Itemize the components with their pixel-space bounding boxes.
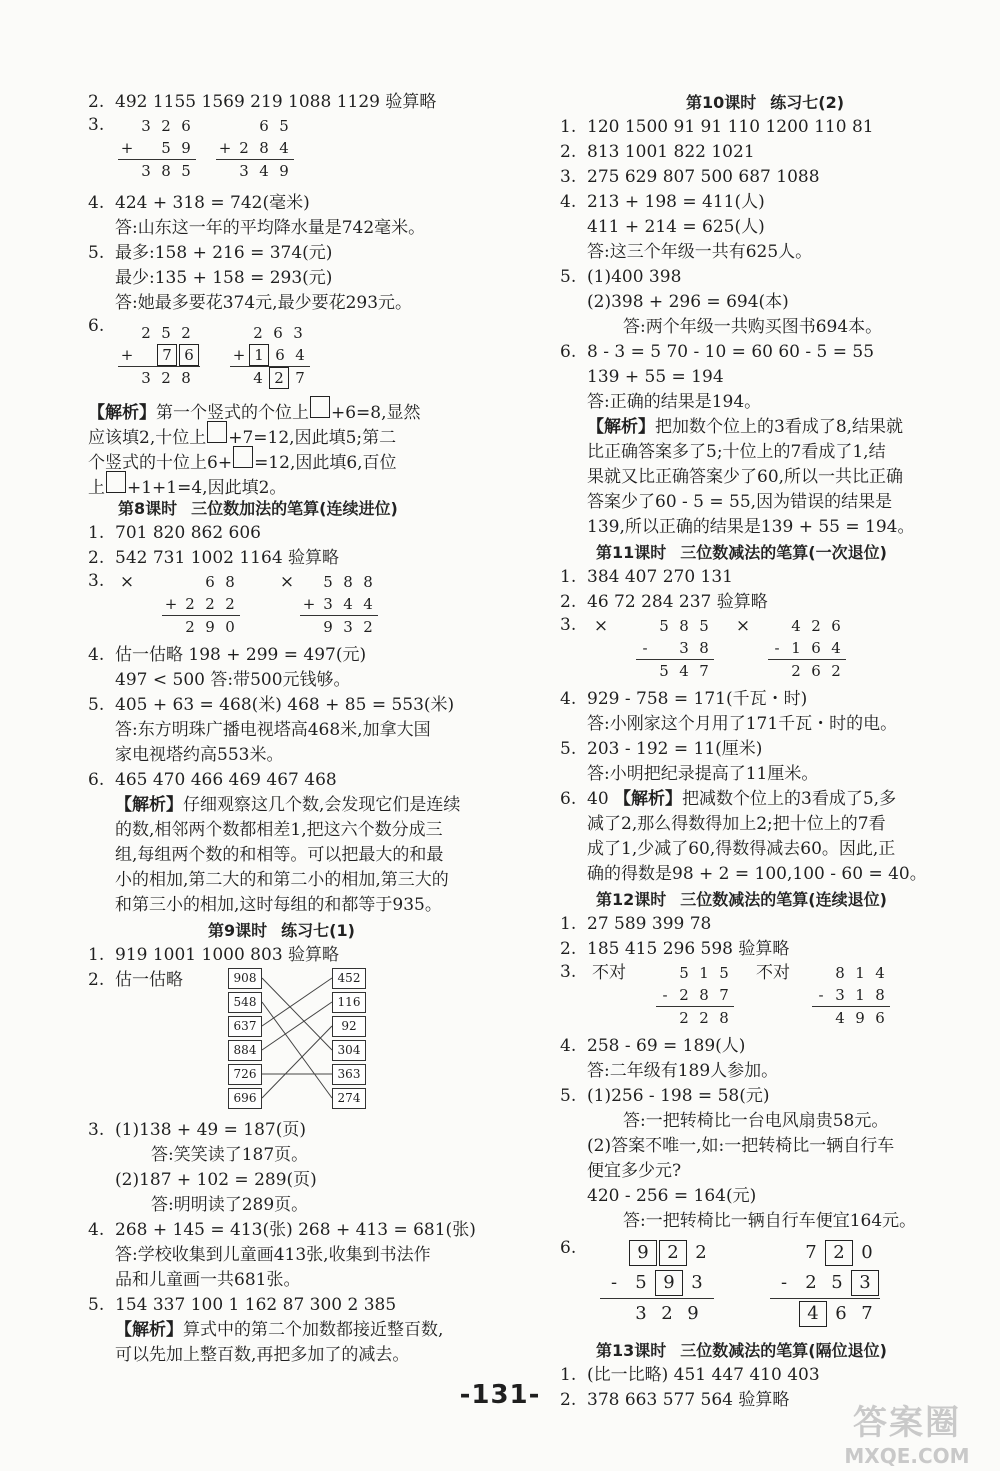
analysis-line: 组,每组两个数的和相等。可以把最大的和最 [115, 845, 444, 865]
calc-digit: 7 [805, 1242, 817, 1263]
calc-row [300, 593, 378, 615]
lesson-heading: 第11课时 三位数减法的笔算(一次退位) [596, 543, 887, 562]
answer-line: 答:东方明珠广播电视塔高468米,加拿大国 [115, 720, 431, 740]
match-right-box: 363 [332, 1064, 366, 1085]
calc-digit: 5 [161, 324, 171, 342]
answer-line: 3. 275 629 807 500 687 1088 [560, 167, 820, 187]
calc-result-row [216, 159, 294, 182]
calc-digit: 5 [659, 662, 669, 680]
calc-digit: 5 [161, 139, 171, 157]
calc-digit: 3 [293, 324, 303, 342]
answer-line: 答:山东这一年的平均降水量是742毫米。 [115, 218, 426, 238]
calc-digit: 0 [861, 1242, 873, 1263]
calc-digit: 2 [185, 595, 195, 613]
answer-line: 6. 8 - 3 = 5 70 - 10 = 60 60 - 5 = 55 [560, 342, 875, 362]
calc-digit: 3 [343, 618, 353, 636]
answer-line: 1. (比一比略) 451 447 410 403 [560, 1365, 820, 1385]
calc-row [770, 1268, 880, 1298]
calc-result-row [812, 1006, 890, 1029]
blank-box [106, 471, 126, 493]
calc-digit: 9 [855, 1009, 865, 1027]
calc-digit: 5 [659, 617, 669, 635]
calc-digit: 6 [205, 573, 215, 591]
calc-result-row [600, 1298, 714, 1329]
analysis-line: 小的相加,第二大的和第二小的相加,第三大的 [115, 870, 449, 890]
answer-line: 2. 813 1001 822 1021 [560, 142, 755, 162]
calc-row [656, 984, 734, 1006]
calc-result-row [230, 366, 310, 389]
calc-row [768, 615, 846, 637]
calc-digit: 6 [811, 662, 821, 680]
answer-line: 4. 估一估略 198 + 299 = 497(元) [88, 645, 367, 665]
calc-digit: 5 [323, 573, 333, 591]
calc-digit: 4 [279, 139, 289, 157]
answer-line: 4. 929 - 758 = 171(千瓦・时) [560, 689, 808, 709]
lesson-heading: 第13课时 三位数减法的笔算(隔位退位) [596, 1341, 887, 1360]
calc-digit: 4 [259, 162, 269, 180]
calc-digit: 6 [273, 324, 283, 342]
calc-digit: 5 [699, 617, 709, 635]
vertical-calc-group: 6. 9 2 2 - 5 9 3 3 2 9 7 2 0 - 2 5 3 4 6 7 [560, 1234, 970, 1338]
calc-digit: 7 [699, 662, 709, 680]
match-right-box: 452 [332, 968, 366, 989]
calc-operator: + [232, 346, 246, 364]
calc-digit: 0 [225, 618, 235, 636]
calc-row [636, 637, 714, 659]
answer-line: (2)398 + 296 = 694(本) [587, 292, 789, 312]
analysis-line: 【解析】第一个竖式的个位上 +6=8,显然 [88, 396, 488, 421]
calc-digit: 4 [831, 639, 841, 657]
calc-digit: 2 [661, 1303, 673, 1324]
calc-digit: 5 [719, 964, 729, 982]
answer-line: 1. 384 407 270 131 [560, 567, 734, 587]
calc-digit: 1 [791, 639, 801, 657]
vertical-calc [770, 1238, 880, 1329]
analysis-line: 果就又比正确答案少了60,所以一共比正确 [587, 467, 904, 487]
wrong-mark: × [593, 616, 609, 636]
lesson-heading: 第10课时 练习七(2) [685, 93, 845, 112]
calc-row [770, 1238, 880, 1268]
calc-digit: 8 [343, 573, 353, 591]
calc-digit: 2 [805, 1272, 817, 1293]
calc-digit: 5 [279, 117, 289, 135]
match-line [262, 978, 332, 1050]
calc-digit: 1 [855, 964, 865, 982]
calc-row [118, 344, 200, 366]
calc-digit: 2 [695, 1242, 707, 1263]
answer-line: 答:正确的结果是194。 [587, 392, 762, 412]
analysis-line: 139,所以正确的结果是139 + 55 = 194。 [587, 517, 915, 537]
calc-digit: 9 [205, 618, 215, 636]
answer-line: 497 < 500 答:带500元钱够。 [115, 670, 351, 690]
calc-boxed-digit: 9 [655, 1270, 683, 1296]
calc-digit: 6 [875, 1009, 885, 1027]
answer-line: 答:这三个年级一共有625人。 [587, 242, 813, 262]
answer-line: 5. 405 + 63 = 468(米) 468 + 85 = 553(米) [88, 695, 455, 715]
answer-line: 答:小刚家这个月用了171千瓦・时的电。 [587, 714, 898, 734]
answer-line: 5. 203 - 192 = 11(厘米) [560, 739, 763, 759]
calc-digit: 4 [791, 617, 801, 635]
analysis-line: 【解析】仔细观察这几个数,会发现它们是连续 [115, 795, 461, 815]
watermark-url: MXQE.COM [844, 1444, 970, 1468]
answer-line: 1. 120 1500 91 91 110 1200 110 81 [560, 117, 874, 137]
calc-operator: + [120, 139, 134, 157]
match-left-box: 637 [228, 1016, 262, 1037]
answer-line: 答:学校收集到儿童画413张,收集到书法作 [115, 1245, 431, 1265]
calc-row [230, 322, 310, 344]
calc-digit: 2 [363, 618, 373, 636]
wrong-label: 不对 [756, 963, 790, 983]
calc-digit: 6 [811, 639, 821, 657]
lesson-heading: 第9课时 练习七(1) [208, 921, 355, 940]
calc-row [162, 593, 240, 615]
vertical-calc [300, 571, 378, 638]
calc-result-row [768, 659, 846, 682]
answer-line: 4. 268 + 145 = 413(张) 268 + 413 = 681(张) [88, 1220, 476, 1240]
calc-operator: - [642, 639, 648, 657]
calc-boxed-digit: 3 [851, 1270, 879, 1296]
calc-digit: 6 [835, 1303, 847, 1324]
calc-operator: - [774, 639, 780, 657]
calc-digit: 3 [239, 162, 249, 180]
answer-line: 420 - 256 = 164(元) [587, 1186, 757, 1206]
answer-line: 2. 492 1155 1569 219 1088 1129 验算略 [88, 92, 437, 112]
calc-row [300, 571, 378, 593]
analysis-line: 比正确答案多了5;十位上的7看成了1,结 [587, 442, 886, 462]
answer-line: 答:一把转椅比一台电风扇贵58元。 [623, 1111, 889, 1131]
calc-digit: 2 [181, 324, 191, 342]
vertical-calc [230, 322, 310, 389]
match-line [262, 1026, 332, 1098]
answer-line: 2. 46 72 284 237 验算略 [560, 592, 768, 612]
match-left-box: 884 [228, 1040, 262, 1061]
vertical-calc-group: 3. × 5 8 5 - 3 8 5 4 7 × 4 2 6 - 1 6 4 2 6 2 [560, 615, 970, 687]
analysis-line: 成了1,少减了60,得数得减去60。因此,正 [587, 839, 896, 859]
calc-digit: 2 [161, 117, 171, 135]
analysis-line: 和第三小的相加,这时每组的和都等于935。 [115, 895, 442, 915]
calc-digit: 5 [831, 1272, 843, 1293]
calc-digit: 2 [253, 324, 263, 342]
answer-line: 答:一把转椅比一辆自行车便宜164元。 [623, 1211, 917, 1231]
calc-row [636, 615, 714, 637]
calc-row [812, 984, 890, 1006]
wrong-mark: × [735, 616, 751, 636]
answer-line: 答:小明把纪录提高了11厘米。 [587, 764, 819, 784]
calc-digit: 8 [363, 573, 373, 591]
answer-line: 5. 最多:158 + 216 = 374(元) [88, 243, 333, 263]
vertical-calc [216, 115, 294, 182]
match-right-box: 116 [332, 992, 366, 1013]
calc-boxed-digit: 2 [825, 1240, 853, 1266]
calc-boxed-digit: 7 [157, 344, 177, 366]
calc-digit: 2 [699, 1009, 709, 1027]
calc-digit: 6 [181, 117, 191, 135]
calc-digit: 3 [835, 986, 845, 1004]
answer-line: 139 + 55 = 194 [587, 367, 724, 387]
answer-line: 5. 154 337 100 1 162 87 300 2 385 [88, 1295, 397, 1315]
answer-line: 4. 213 + 198 = 411(人) [560, 192, 765, 212]
calc-boxed-digit: 2 [659, 1240, 687, 1266]
calc-digit: 6 [275, 346, 285, 364]
analysis-line: 【解析】把加数个位上的3看成了8,结果就 [587, 417, 904, 437]
match-right-box: 304 [332, 1040, 366, 1061]
calc-digit: 4 [835, 1009, 845, 1027]
calc-operator: + [218, 139, 232, 157]
calc-digit: 6 [831, 617, 841, 635]
calc-row [118, 115, 196, 137]
calc-digit: 8 [835, 964, 845, 982]
answer-line: 1. 27 589 399 78 [560, 914, 712, 934]
answer-line: (2)187 + 102 = 289(页) [115, 1170, 317, 1190]
answer-line: 1. 919 1001 1000 803 验算略 [88, 945, 340, 965]
calc-digit: 8 [875, 986, 885, 1004]
calc-digit: 2 [161, 369, 171, 387]
calc-digit: 3 [679, 639, 689, 657]
analysis-line: 6. 40 【解析】把减数个位上的3看成了5,多 [560, 789, 897, 809]
answer-line: 1. 701 820 862 606 [88, 523, 262, 543]
calc-digit: 2 [679, 986, 689, 1004]
calc-digit: 9 [181, 139, 191, 157]
calc-digit: 4 [343, 595, 353, 613]
analysis-line: 应该填2,十位上 +7=12,因此填5;第二 [88, 421, 488, 446]
blank-box [233, 446, 253, 468]
calc-digit: 2 [791, 662, 801, 680]
answer-line: 答:两个年级一共购买图书694本。 [623, 317, 883, 337]
calc-boxed-digit: 1 [249, 344, 269, 366]
calc-result-row [118, 159, 196, 182]
calc-digit: 3 [323, 595, 333, 613]
left-column [88, 90, 488, 1368]
calc-row [600, 1268, 714, 1298]
answer-line: 2. 378 663 577 564 验算略 [560, 1390, 790, 1410]
calc-boxed-digit: 6 [179, 344, 199, 366]
calc-digit: 1 [855, 986, 865, 1004]
match-line [262, 1002, 332, 1098]
calc-row [656, 962, 734, 984]
calc-digit: 4 [253, 369, 263, 387]
analysis-line: 个竖式的十位上6+ =12,因此填6,百位 [88, 446, 488, 471]
calc-row [118, 137, 196, 159]
answer-line: 4. 258 - 69 = 189(人) [560, 1036, 746, 1056]
vertical-calc-group: 3. 3 2 6 + 5 9 3 8 5 6 5 + 2 8 4 3 4 9 [88, 115, 488, 191]
calc-digit: 8 [699, 639, 709, 657]
matching-lines [88, 968, 488, 1118]
vertical-calc [656, 962, 734, 1029]
answer-line: 411 + 214 = 625(人) [587, 217, 765, 237]
calc-digit: 3 [141, 162, 151, 180]
wrong-mark: × [119, 572, 135, 592]
analysis-line: 减了2,那么得数得加上2;把十位上的7看 [587, 814, 886, 834]
calc-operator: - [818, 986, 824, 1004]
answer-line: (2)答案不唯一,如:一把转椅比一辆自行车 [587, 1136, 895, 1156]
calc-operator: - [780, 1272, 788, 1293]
calc-row [216, 137, 294, 159]
analysis-line: 【解析】算式中的第二个加数都接近整百数, [115, 1320, 444, 1340]
calc-digit: 3 [691, 1272, 703, 1293]
right-column [560, 90, 970, 1413]
calc-operator: - [662, 986, 668, 1004]
vertical-calc [118, 322, 200, 389]
answer-line: 2. 估一估略 [88, 970, 183, 990]
watermark-logo [832, 1395, 982, 1468]
calc-result-row [118, 366, 200, 389]
vertical-calc [812, 962, 890, 1029]
match-left-box: 726 [228, 1064, 262, 1085]
match-line [262, 978, 332, 1026]
calc-result-row [636, 659, 714, 682]
vertical-calc [768, 615, 846, 682]
calc-digit: 2 [205, 595, 215, 613]
calc-digit: 8 [161, 162, 171, 180]
answer-line: 4. 424 + 318 = 742(毫米) [88, 193, 310, 213]
calc-operator: + [164, 595, 178, 613]
vertical-calc [636, 615, 714, 682]
calc-digit: 3 [635, 1303, 647, 1324]
vertical-calc [600, 1238, 714, 1329]
calc-digit: 4 [295, 346, 305, 364]
answer-line: 答:明明读了289页。 [151, 1195, 309, 1215]
calc-digit: 7 [295, 369, 305, 387]
calc-boxed-digit: 4 [799, 1301, 827, 1327]
match-left-box: 548 [228, 992, 262, 1013]
calc-digit: 4 [679, 662, 689, 680]
calc-digit: 7 [861, 1303, 873, 1324]
match-left-box: 696 [228, 1088, 262, 1109]
answer-line: 答:笑笑读了187页。 [151, 1145, 309, 1165]
calc-digit: 5 [679, 964, 689, 982]
calc-digit: 8 [225, 573, 235, 591]
match-left-box: 908 [228, 968, 262, 989]
answer-line: 便宜多少元? [587, 1161, 682, 1181]
vertical-calc [162, 571, 240, 638]
calc-operator: + [120, 346, 134, 364]
calc-row [118, 322, 200, 344]
analysis-line: 可以先加上整百数,再把多加了的减去。 [115, 1345, 410, 1365]
calc-digit: 2 [831, 662, 841, 680]
wrong-label: 不对 [592, 963, 626, 983]
answer-line: 答:她最多要花374元,最少要花293元。 [115, 293, 413, 313]
vertical-calc-group: 3. 不对 5 1 5 - 2 8 7 2 2 8 不对 8 1 4 - 3 1 8 4 9 6 [560, 962, 970, 1034]
answer-line: 5. (1)256 - 198 = 58(元) [560, 1086, 770, 1106]
calc-digit: 2 [141, 324, 151, 342]
calc-digit: 7 [719, 986, 729, 1004]
calc-operator: - [610, 1272, 618, 1293]
wrong-mark: × [279, 572, 295, 592]
answer-line: 2. 185 415 296 598 验算略 [560, 939, 790, 959]
answer-line: 2. 542 731 1002 1164 验算略 [88, 548, 340, 568]
calc-digit: 3 [141, 117, 151, 135]
match-right-box: 92 [332, 1016, 366, 1037]
answer-line: 3. (1)138 + 49 = 187(页) [88, 1120, 306, 1140]
calc-row [216, 115, 294, 137]
calc-row [600, 1238, 714, 1268]
calc-digit: 8 [679, 617, 689, 635]
vertical-calc-group: 6. 2 5 2 + 7 6 3 2 8 2 6 3 + 1 6 4 4 2 7 [88, 316, 488, 396]
calc-boxed-digit: 2 [269, 367, 289, 389]
match-line [262, 1002, 332, 1050]
calc-digit: 8 [719, 1009, 729, 1027]
page-number: -131- [459, 1380, 541, 1410]
answer-line: 品和儿童画一共681张。 [115, 1270, 301, 1290]
blank-box [310, 396, 330, 418]
calc-row [162, 571, 240, 593]
analysis-line: 上 +1+1=4,因此填2。 [88, 471, 488, 496]
lesson-heading: 第8课时 三位数加法的笔算(连续进位) [118, 499, 398, 518]
calc-result-row [162, 615, 240, 638]
calc-digit: 2 [185, 618, 195, 636]
analysis-line: 的数,相邻两个数都相差1,把这六个数分成三 [115, 820, 443, 840]
calc-row [812, 962, 890, 984]
calc-result-row [770, 1298, 880, 1329]
calc-digit: 8 [699, 986, 709, 1004]
answer-line: 6. 465 470 466 469 467 468 [88, 770, 337, 790]
analysis-line: 答案少了60 - 5 = 55,因为错误的结果是 [587, 492, 893, 512]
calc-digit: 4 [875, 964, 885, 982]
calc-digit: 2 [811, 617, 821, 635]
calc-row [230, 344, 310, 366]
calc-digit: 9 [279, 162, 289, 180]
calc-digit: 6 [259, 117, 269, 135]
calc-digit: 8 [259, 139, 269, 157]
matching-diagram [88, 968, 488, 1118]
calc-result-row [300, 615, 378, 638]
watermark-text: 答案圈 [853, 1403, 961, 1443]
vertical-calc-group: 3. × 6 8 + 2 2 2 2 9 0 × 5 8 8 + 3 4 4 9 3 2 [88, 571, 488, 643]
calc-digit: 2 [239, 139, 249, 157]
vertical-calc [118, 115, 196, 182]
calc-digit: 5 [181, 162, 191, 180]
answer-line: 答:二年级有189人参加。 [587, 1061, 779, 1081]
answer-line: 最少:135 + 158 = 293(元) [115, 268, 333, 288]
calc-boxed-digit: 9 [629, 1240, 657, 1266]
calc-digit: 1 [699, 964, 709, 982]
match-right-box: 274 [332, 1088, 366, 1109]
calc-digit: 4 [363, 595, 373, 613]
calc-operator: + [302, 595, 316, 613]
calc-digit: 3 [141, 369, 151, 387]
calc-digit: 8 [181, 369, 191, 387]
blank-box [207, 421, 227, 443]
analysis-line: 确的得数是98 + 2 = 100,100 - 60 = 40。 [587, 864, 927, 884]
calc-result-row [656, 1006, 734, 1029]
calc-digit: 2 [679, 1009, 689, 1027]
calc-digit: 5 [635, 1272, 647, 1293]
lesson-heading: 第12课时 三位数减法的笔算(连续退位) [596, 890, 887, 909]
calc-digit: 9 [323, 618, 333, 636]
calc-row [768, 637, 846, 659]
calc-digit: 2 [225, 595, 235, 613]
answer-line: 5. (1)400 398 [560, 267, 682, 287]
calc-digit: 9 [687, 1303, 699, 1324]
answer-line: 家电视塔约高553米。 [115, 745, 284, 765]
